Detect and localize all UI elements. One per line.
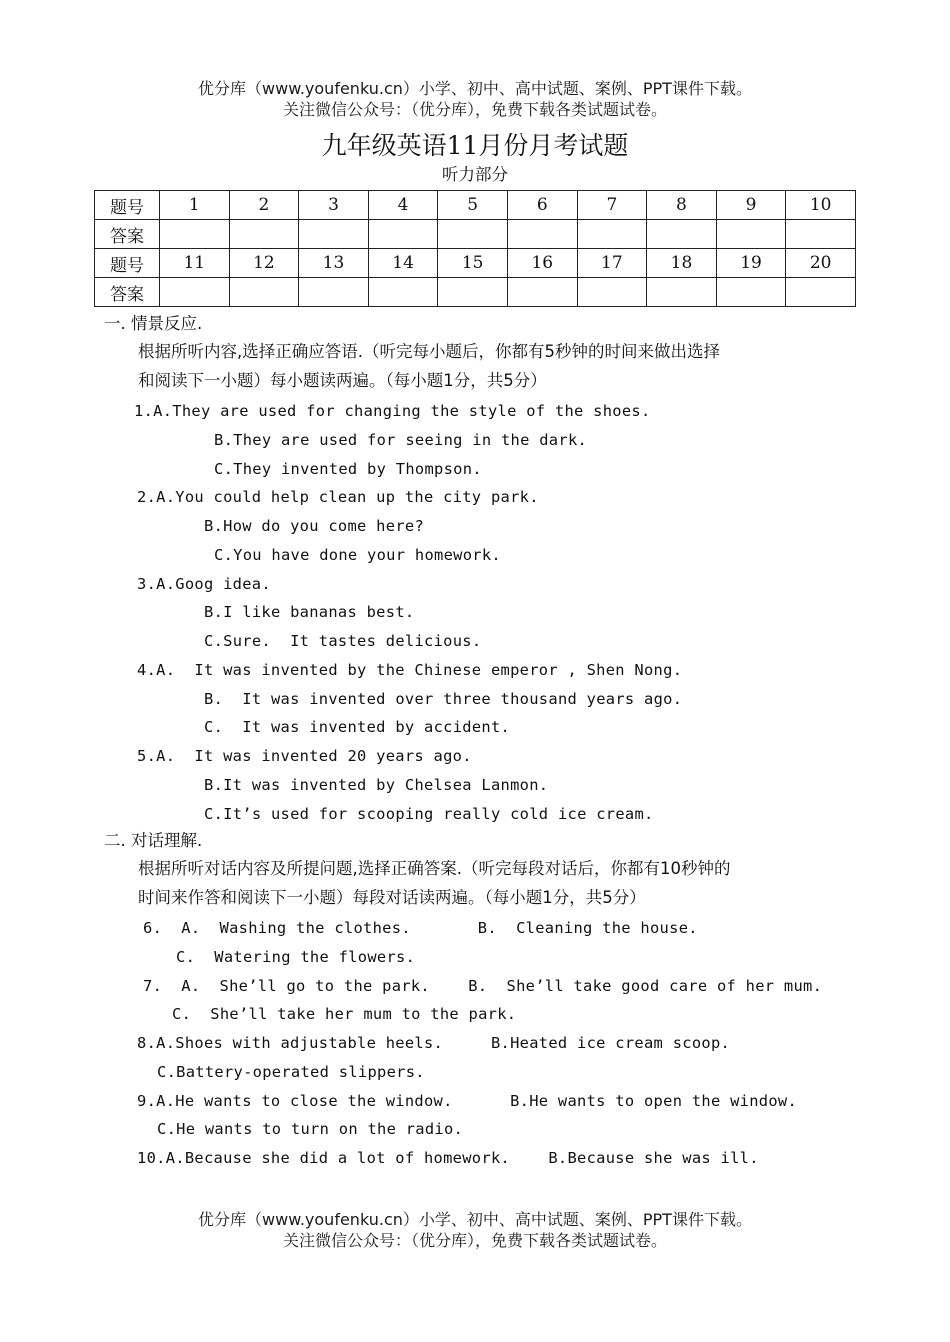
question-number-cell: 12	[229, 249, 299, 278]
question-option: C.He wants to turn on the radio.	[157, 1120, 464, 1138]
header-line-1: 优分库（www.youfenku.cn）小学、初中、高中试题、案例、PPT课件下载。	[198, 79, 752, 98]
question-option: 1.A.They are used for changing the style of the shoes.	[134, 402, 651, 420]
question-number-cell: 14	[368, 249, 438, 278]
section-2-instruction: 时间来作答和阅读下一小题）每段对话读两遍。（每小题1分，共5分）	[138, 888, 646, 907]
section-1-instruction: 和阅读下一小题）每小题读两遍。（每小题1分，共5分）	[138, 371, 547, 390]
question-number-cell: 3	[299, 191, 369, 220]
question-number-cell: 8	[647, 191, 717, 220]
row-label-answer: 答案	[95, 278, 160, 307]
section-1-heading: 一. 情景反应.	[104, 314, 203, 333]
question-number-cell: 20	[786, 249, 856, 278]
question-option: 5.A. It was invented 20 years ago.	[137, 747, 472, 765]
footer-line-1: 优分库（www.youfenku.cn）小学、初中、高中试题、案例、PPT课件下载。	[198, 1210, 752, 1229]
question-number-cell: 6	[507, 191, 577, 220]
question-option: 7. A. She’ll go to the park. B. She’ll take good care of her mum.	[143, 977, 823, 995]
question-number-cell: 19	[716, 249, 786, 278]
row-label-number: 题号	[95, 249, 160, 278]
row-label-answer: 答案	[95, 220, 160, 249]
question-option: C.It’s used for scooping really cold ice cream.	[204, 805, 654, 823]
question-option: C. She’ll take her mum to the park.	[172, 1005, 517, 1023]
footer-banner	[0, 1209, 950, 1251]
question-number-cell: 11	[160, 249, 230, 278]
question-number-cell: 2	[229, 191, 299, 220]
section-1-instruction: 根据所听内容,选择正确应答语.（听完每小题后，你都有5秒钟的时间来做出选择	[138, 342, 720, 361]
question-number-cell: 1	[160, 191, 230, 220]
footer-line-2: 关注微信公众号：（优分库），免费下载各类试题试卷。	[282, 1231, 667, 1250]
question-number-cell: 17	[577, 249, 647, 278]
question-number-cell: 7	[577, 191, 647, 220]
question-number-cell: 18	[647, 249, 717, 278]
question-number-cell: 16	[507, 249, 577, 278]
question-number-cell: 15	[438, 249, 508, 278]
question-option: B. It was invented over three thousand years ago.	[204, 690, 683, 708]
question-option: C.They invented by Thompson.	[214, 460, 482, 478]
question-option: B.It was invented by Chelsea Lanmon.	[204, 776, 549, 794]
question-option: 4.A. It was invented by the Chinese emperor , Shen Nong.	[137, 661, 683, 679]
question-number-cell: 10	[786, 191, 856, 220]
question-option: 10.A.Because she did a lot of homework. B.Because she was ill.	[137, 1149, 759, 1167]
question-number-cell: 5	[438, 191, 508, 220]
question-option: B.They are used for seeing in the dark.	[214, 431, 588, 449]
row-label-number: 题号	[95, 191, 160, 220]
question-option: 8.A.Shoes with adjustable heels. B.Heated ice cream scoop.	[137, 1034, 731, 1052]
page-title: 九年级英语11月份月考试题	[321, 131, 629, 160]
question-number-cell: 13	[299, 249, 369, 278]
section-2-instruction: 根据所听对话内容及所提问题,选择正确答案.（听完每段对话后，你都有10秒钟的	[138, 859, 731, 878]
question-option: B.I like bananas best.	[204, 603, 415, 621]
question-option: 3.A.Goog idea.	[137, 575, 271, 593]
question-option: C.You have done your homework.	[214, 546, 501, 564]
section-2-heading: 二. 对话理解.	[104, 831, 203, 850]
question-option: 6. A. Washing the clothes. B. Cleaning the house.	[143, 919, 698, 937]
question-option: B.How do you come here?	[204, 517, 425, 535]
question-option: C. It was invented by accident.	[204, 718, 511, 736]
question-option: C.Battery-operated slippers.	[157, 1063, 425, 1081]
question-option: C.Sure. It tastes delicious.	[204, 632, 482, 650]
question-number-cell: 4	[368, 191, 438, 220]
question-number-cell: 9	[716, 191, 786, 220]
question-option: C. Watering the flowers.	[176, 948, 416, 966]
page-subtitle: 听力部分	[442, 165, 508, 184]
header-line-2: 关注微信公众号：（优分库），免费下载各类试题试卷。	[282, 100, 667, 119]
question-option: 2.A.You could help clean up the city park.	[137, 488, 539, 506]
question-option: 9.A.He wants to close the window. B.He wants to open the window.	[137, 1092, 798, 1110]
